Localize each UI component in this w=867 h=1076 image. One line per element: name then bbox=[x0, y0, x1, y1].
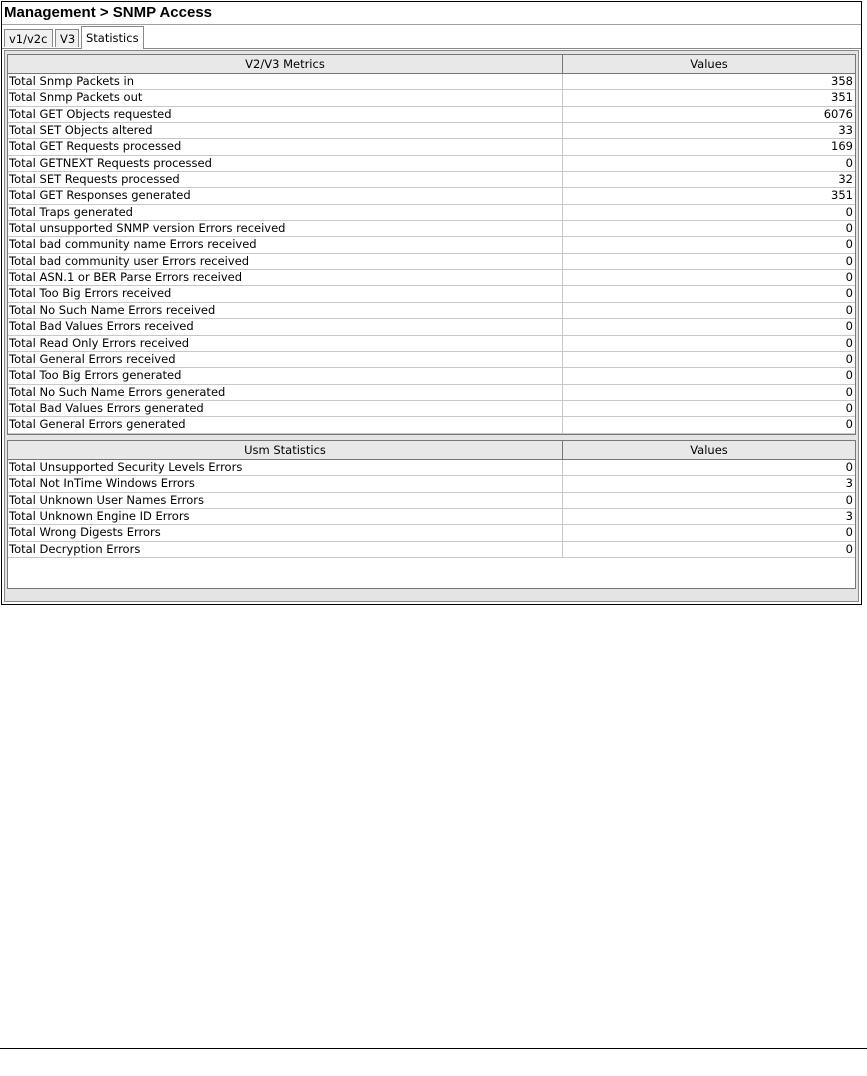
tab-v1-v2c[interactable]: v1/v2c bbox=[4, 29, 53, 47]
table-row[interactable] bbox=[8, 270, 855, 286]
metric-value: 358 bbox=[831, 74, 853, 88]
metric-label: Total GETNEXT Requests processed bbox=[8, 156, 563, 171]
table-row[interactable] bbox=[8, 336, 855, 352]
metric-label: Total Unknown User Names Errors bbox=[8, 493, 563, 508]
table-row[interactable] bbox=[8, 139, 855, 155]
snmp-access-panel bbox=[1, 1, 862, 605]
metric-value: 0 bbox=[845, 286, 853, 301]
metric-value: 0 bbox=[845, 237, 853, 252]
metric-label: Total GET Objects requested bbox=[8, 107, 563, 122]
table-row[interactable] bbox=[8, 254, 855, 270]
metric-label: Total Unsupported Security Levels Errors bbox=[8, 460, 563, 475]
metric-label: Total Too Big Errors received bbox=[8, 286, 563, 301]
metric-label: Total bad community user Errors received bbox=[8, 254, 563, 269]
metric-value: 0 bbox=[845, 319, 853, 334]
metric-label: Total Bad Values Errors received bbox=[8, 319, 563, 334]
metric-label: Total bad community name Errors received bbox=[8, 237, 563, 252]
metric-label: Total Wrong Digests Errors bbox=[8, 525, 563, 540]
table-row[interactable] bbox=[8, 525, 855, 541]
metric-value: 0 bbox=[845, 525, 853, 540]
metric-value: 0 bbox=[845, 492, 853, 507]
table-row[interactable] bbox=[8, 476, 855, 492]
page-divider bbox=[0, 1048, 867, 1049]
metric-value: 0 bbox=[845, 368, 853, 383]
metric-value: 32 bbox=[838, 172, 853, 187]
table-row[interactable] bbox=[8, 493, 855, 509]
values-column-header[interactable]: Values bbox=[690, 443, 728, 457]
metric-value: 3 bbox=[845, 509, 853, 524]
table-row[interactable] bbox=[8, 107, 855, 123]
tab-v3[interactable]: V3 bbox=[55, 29, 79, 47]
metric-value: 0 bbox=[845, 460, 853, 474]
metric-value: 0 bbox=[845, 221, 853, 236]
metric-label: Total No Such Name Errors generated bbox=[8, 385, 563, 400]
metric-value: 0 bbox=[845, 400, 853, 415]
metric-value: 0 bbox=[845, 302, 853, 317]
table-row[interactable] bbox=[8, 90, 855, 106]
values-column-header[interactable]: Values bbox=[690, 57, 728, 71]
table-row[interactable] bbox=[8, 385, 855, 401]
metric-label: Total SET Requests processed bbox=[8, 172, 563, 187]
table-row[interactable] bbox=[8, 237, 855, 253]
metric-value: 0 bbox=[845, 417, 853, 432]
metric-value: 0 bbox=[845, 541, 853, 556]
table-row[interactable] bbox=[8, 401, 855, 417]
metric-label: Total unsupported SNMP version Errors received bbox=[8, 221, 563, 236]
metric-value: 351 bbox=[831, 188, 853, 203]
metric-label: Total Snmp Packets in bbox=[8, 74, 563, 89]
metric-label: Total Unknown Engine ID Errors bbox=[8, 509, 563, 524]
metric-label: Total SET Objects altered bbox=[8, 123, 563, 138]
table-header bbox=[8, 441, 855, 460]
usm-column-header[interactable]: Usm Statistics bbox=[8, 441, 563, 459]
table-row[interactable] bbox=[8, 460, 855, 476]
metric-label: Total Not InTime Windows Errors bbox=[8, 476, 563, 491]
table-row[interactable] bbox=[8, 205, 855, 221]
table-row[interactable] bbox=[8, 542, 855, 558]
table-row[interactable] bbox=[8, 368, 855, 384]
metric-label: Total Read Only Errors received bbox=[8, 336, 563, 351]
metric-label: Total Decryption Errors bbox=[8, 542, 563, 557]
metric-value: 6076 bbox=[823, 106, 853, 121]
table-row[interactable] bbox=[8, 188, 855, 204]
tab-statistics[interactable]: Statistics bbox=[81, 26, 144, 49]
v2v3-metrics-table bbox=[7, 54, 856, 435]
metric-value: 0 bbox=[845, 335, 853, 350]
table-row[interactable] bbox=[8, 156, 855, 172]
table-row[interactable] bbox=[8, 123, 855, 139]
table-row[interactable] bbox=[8, 286, 855, 302]
metric-label: Total General Errors generated bbox=[8, 417, 563, 432]
page-title: Management > SNMP Access bbox=[2, 2, 861, 25]
metric-label: Total General Errors received bbox=[8, 352, 563, 367]
table-row[interactable] bbox=[8, 417, 855, 433]
metric-value: 0 bbox=[845, 351, 853, 366]
table-row[interactable] bbox=[8, 303, 855, 319]
statistics-content bbox=[4, 50, 859, 602]
metric-value: 0 bbox=[845, 155, 853, 170]
metric-label: Total No Such Name Errors received bbox=[8, 303, 563, 318]
table-row[interactable] bbox=[8, 352, 855, 368]
metric-value: 351 bbox=[831, 90, 853, 105]
metric-label: Total ASN.1 or BER Parse Errors received bbox=[8, 270, 563, 285]
table-row[interactable] bbox=[8, 319, 855, 335]
metric-label: Total Bad Values Errors generated bbox=[8, 401, 563, 416]
metric-label: Total Traps generated bbox=[8, 205, 563, 220]
metric-value: 3 bbox=[845, 476, 853, 491]
metric-value: 0 bbox=[845, 270, 853, 285]
table-row[interactable] bbox=[8, 509, 855, 525]
metric-label: Total GET Requests processed bbox=[8, 139, 563, 154]
metric-label: Total Too Big Errors generated bbox=[8, 368, 563, 383]
table-row[interactable] bbox=[8, 74, 855, 90]
metric-label: Total GET Responses generated bbox=[8, 188, 563, 203]
table-row[interactable] bbox=[8, 172, 855, 188]
table-row[interactable] bbox=[8, 221, 855, 237]
usm-statistics-table bbox=[7, 440, 856, 589]
metric-value: 0 bbox=[845, 253, 853, 268]
metric-value: 0 bbox=[845, 204, 853, 219]
metrics-column-header[interactable]: V2/V3 Metrics bbox=[8, 55, 563, 73]
table-header bbox=[8, 55, 855, 74]
metric-value: 0 bbox=[845, 384, 853, 399]
metric-value: 169 bbox=[831, 139, 853, 154]
tab-bar bbox=[2, 25, 861, 49]
metric-label: Total Snmp Packets out bbox=[8, 90, 563, 105]
metric-value: 33 bbox=[838, 123, 853, 138]
